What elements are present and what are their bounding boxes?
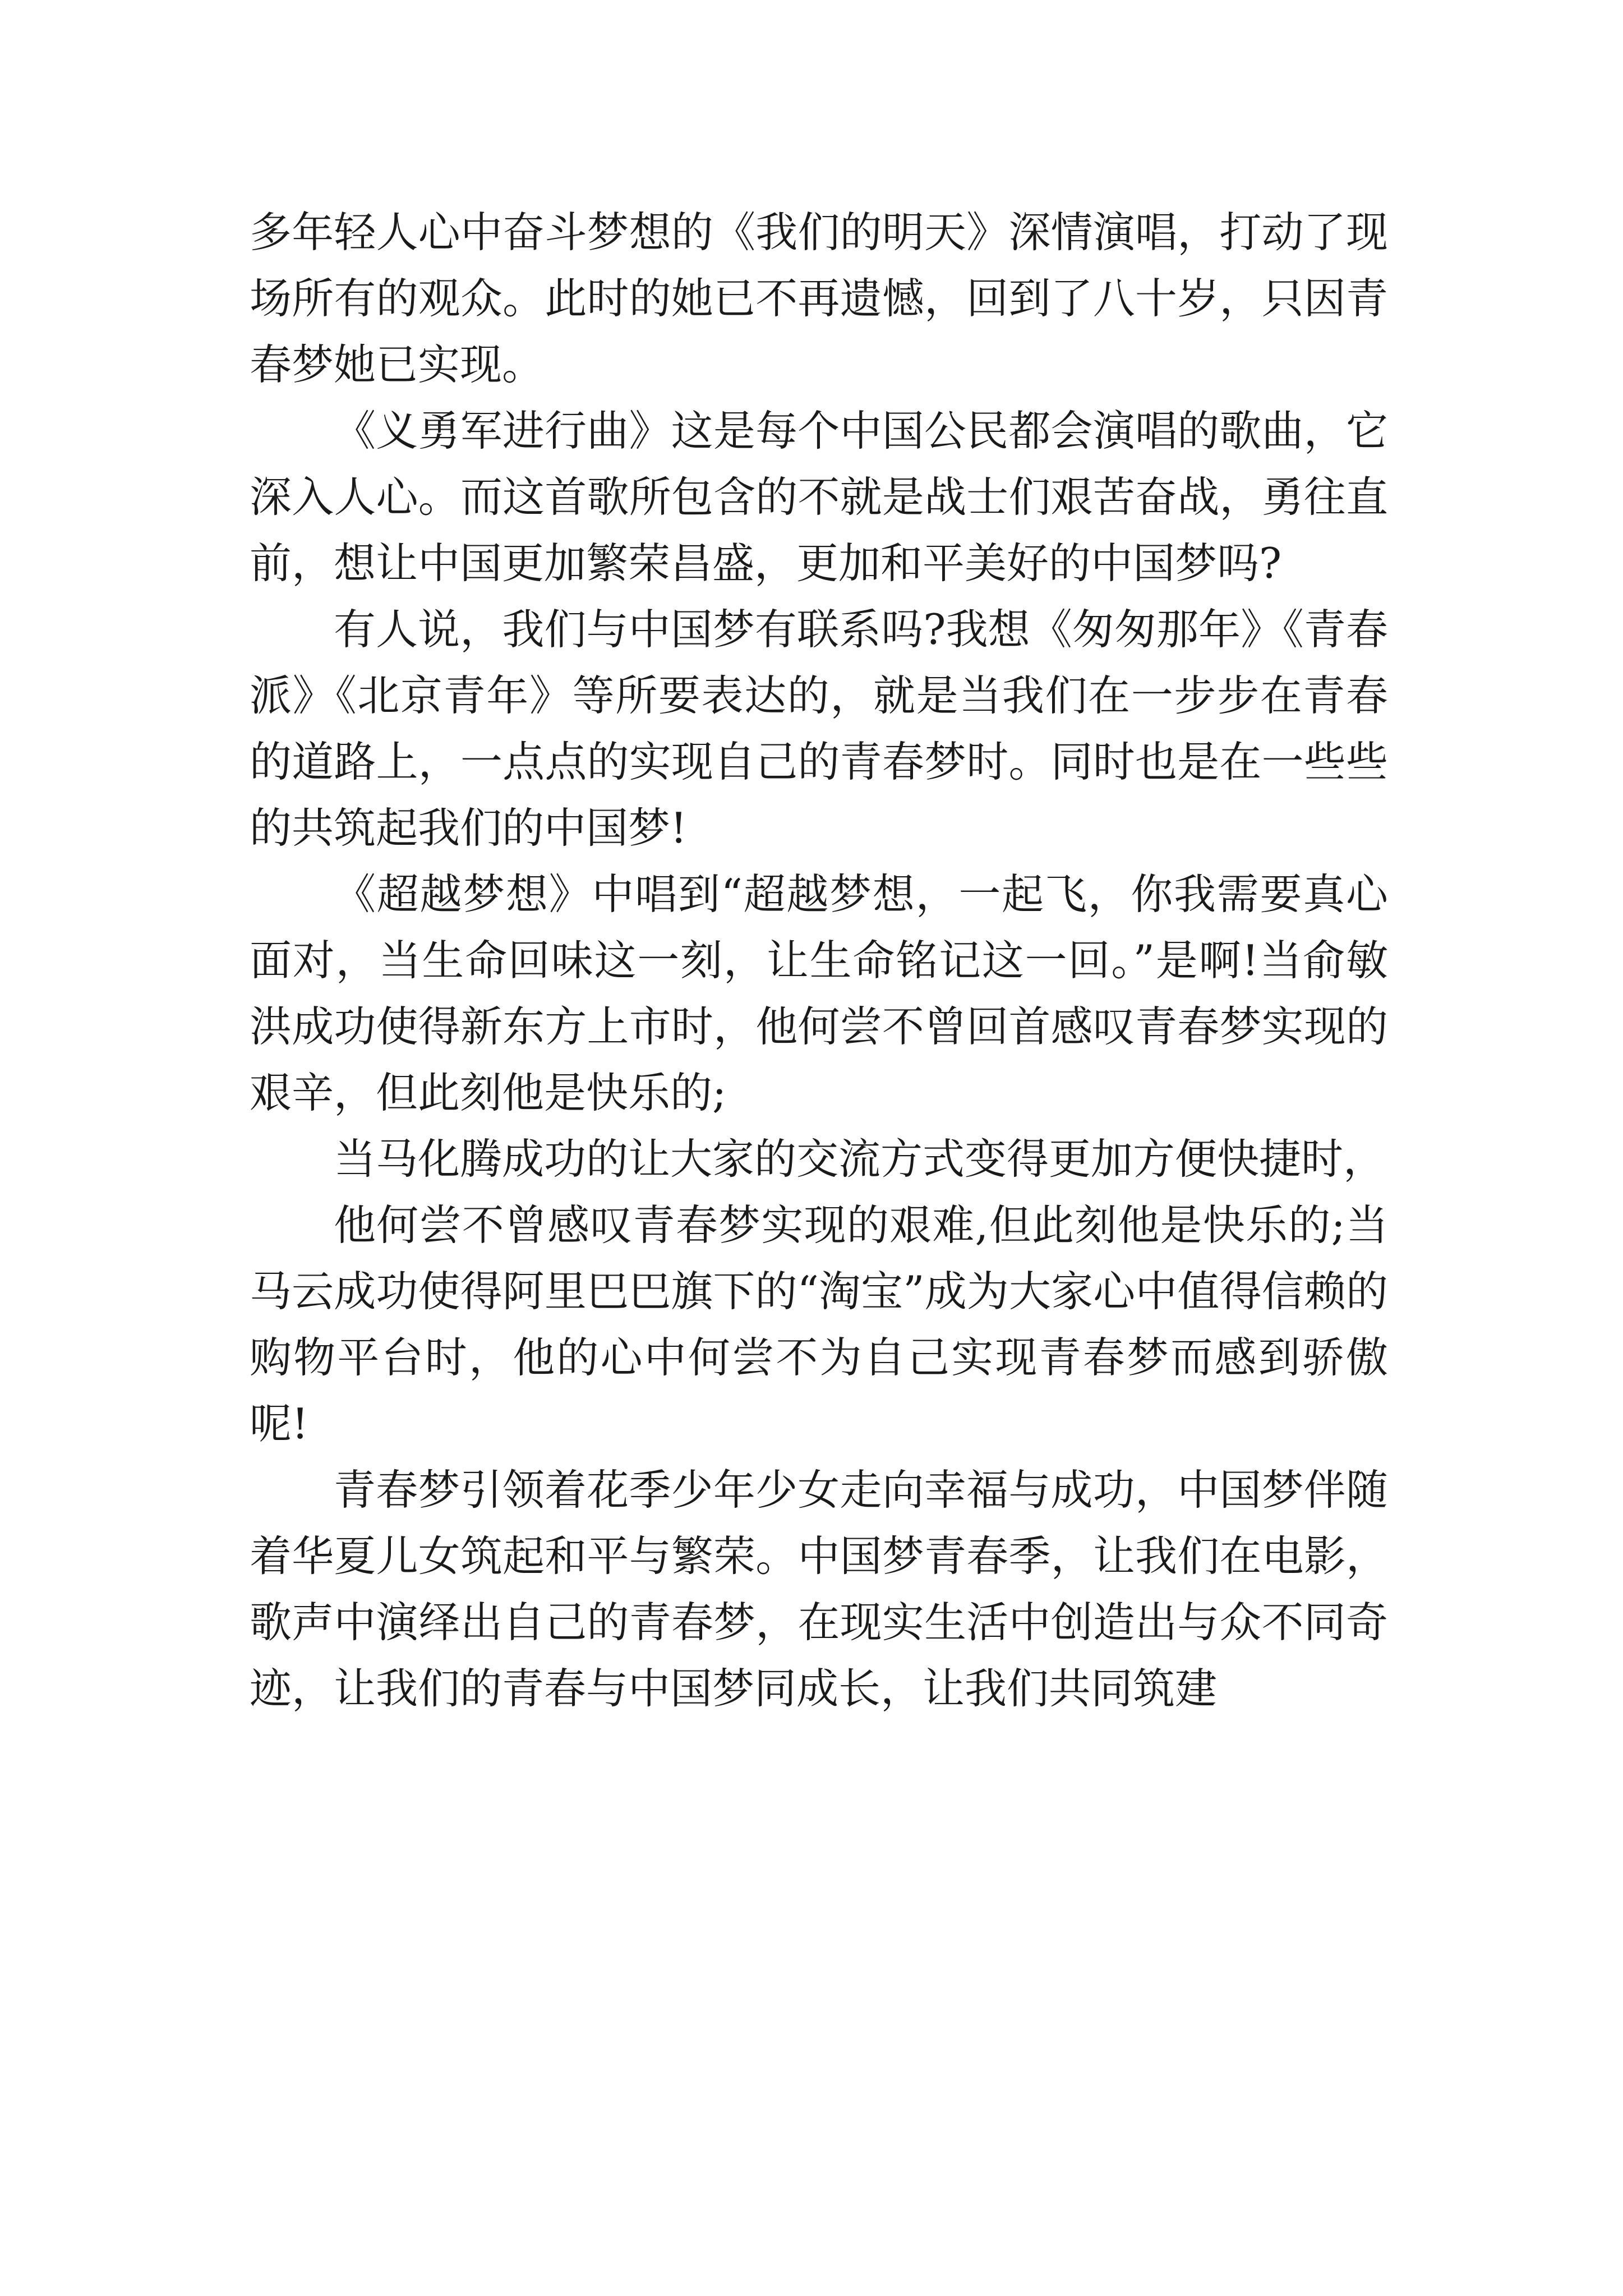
- paragraph-3: 有人说，我们与中国梦有联系吗?我想《匆匆那年》《青春派》《北京青年》等所要表达的，就是当我们在一步步在青春的道路上，一点点的实现自己的青春梦时。同时也是在一些些的共筑起我们的中国梦!: [250, 605, 1388, 853]
- paragraph-4: 《超越梦想》中唱到“超越梦想，一起飞，你我需要真心面对，当生命回味这一刻，让生命铭记这一回。”是啊!当俞敏洪成功使得新东方上市时，他何尝不曾回首感叹青春梦实现的艰辛，但此刻他是快乐的;: [250, 869, 1388, 1117]
- paragraph-2: 《义勇军进行曲》这是每个中国公民都会演唱的歌曲，它深入人心。而这首歌所包含的不就是战士们艰苦奋战，勇往直前，想让中国更加繁荣昌盛，更加和平美好的中国梦吗?: [250, 406, 1388, 588]
- paragraph-5: 当马化腾成功的让大家的交流方式变得更加方便快捷时，: [334, 1134, 1386, 1184]
- document-body: [250, 199, 1388, 1722]
- paragraph-7: 青春梦引领着花季少年少女走向幸福与成功，中国梦伴随着华夏儿女筑起和平与繁荣。中国梦青春季，让我们在电影，歌声中演绎出自己的青春梦，在现实生活中创造出与众不同奇迹，让我们的青春与中国梦同成长，让我们共同筑建: [250, 1465, 1388, 1713]
- paragraph-6: 他何尝不曾感叹青春梦实现的艰难,但此刻他是快乐的;当马云成功使得阿里巴巴旗下的“淘宝”成为大家心中值得信赖的购物平台时，他的心中何尝不为自己实现青春梦而感到骄傲呢!: [250, 1200, 1388, 1448]
- paragraph-1: 多年轻人心中奋斗梦想的《我们的明天》深情演唱，打动了现场所有的观众。此时的她已不再遗憾，回到了八十岁，只因青春梦她已实现。: [250, 208, 1388, 389]
